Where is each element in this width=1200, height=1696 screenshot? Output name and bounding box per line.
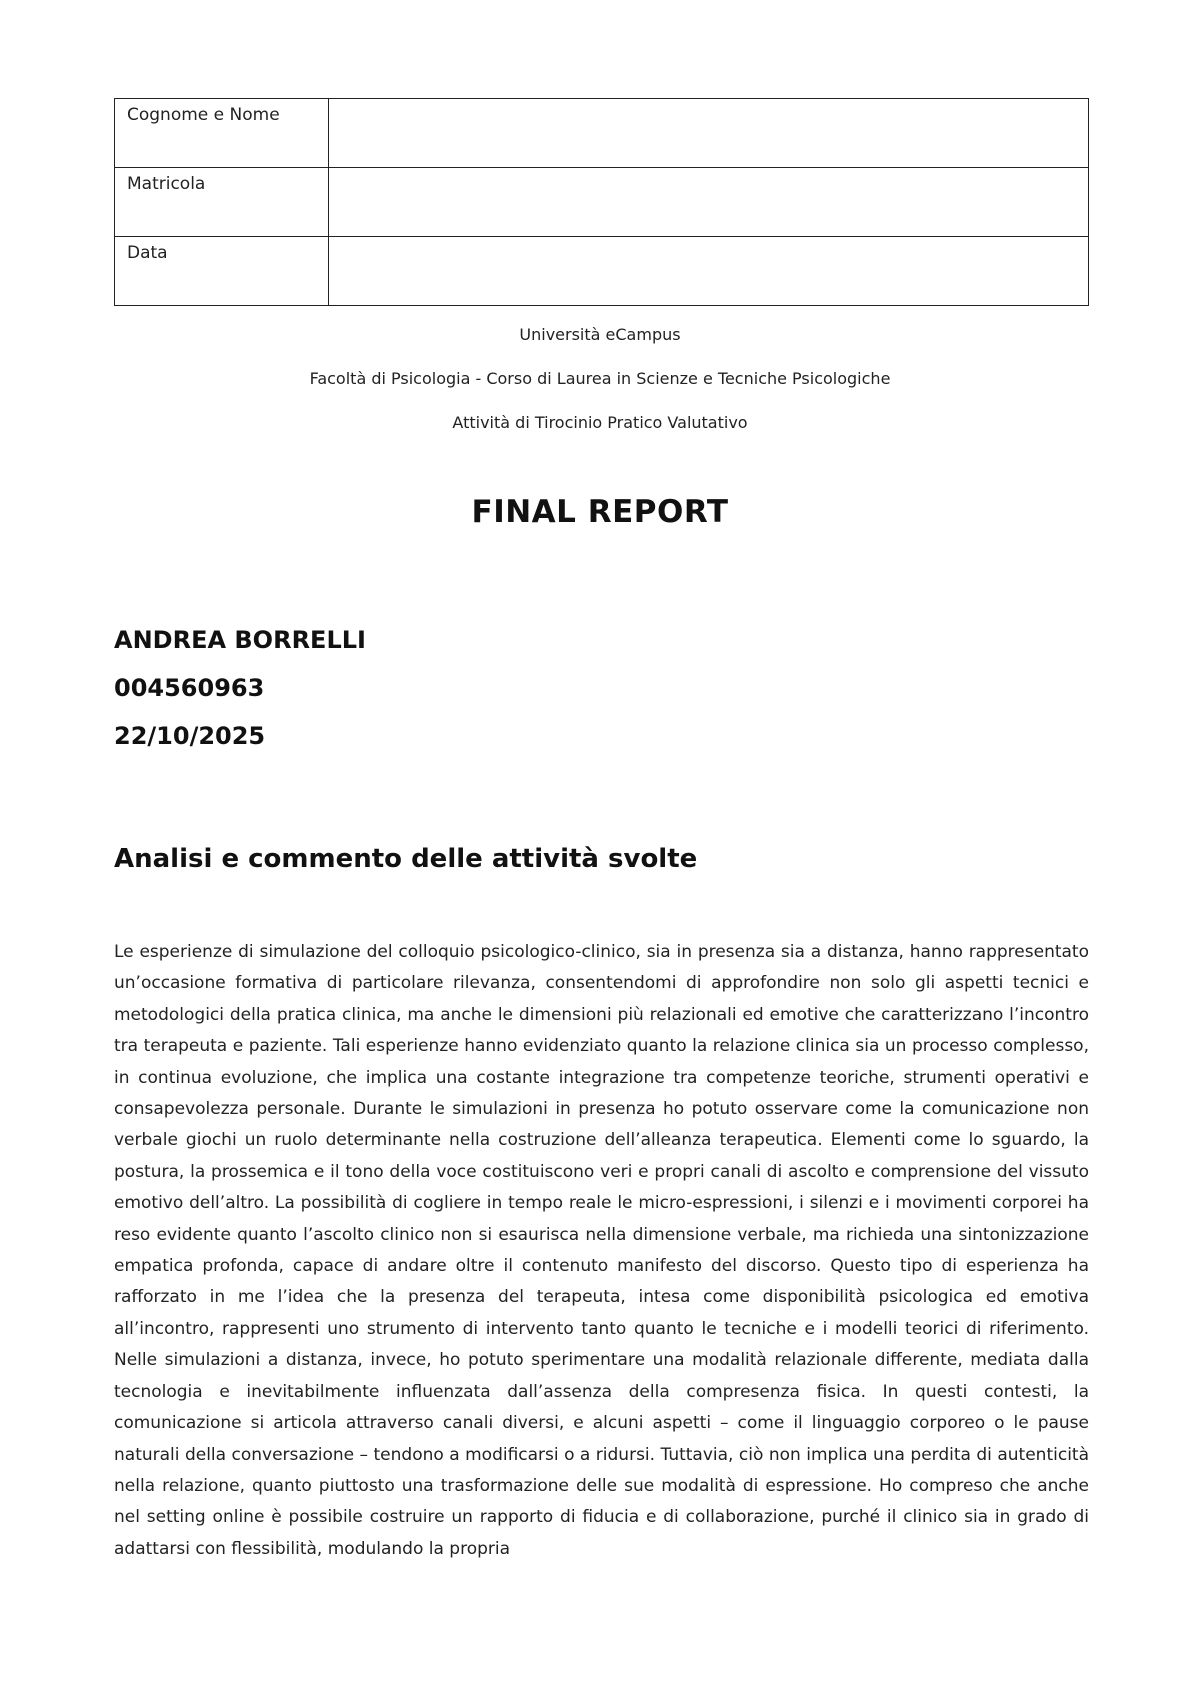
table-row [115,237,1089,306]
table-row [115,99,1089,168]
table-row [115,168,1089,237]
matricola-value [329,168,1089,237]
body-paragraph: Le esperienze di simulazione del colloquio psicologico-clinico, sia in presenza sia a distanza, hanno rappresentato un’occasione formativa di particolare rilevanza, consentendomi di approfondire non solo gli aspetti tecnici e metodologici della pratica clinica, ma anche le dimensioni più relazionali ed emotive che caratterizzano l’incontro tra terapeuta e paziente. Tali esperienze hanno evidenziato quanto la relazione clinica sia un processo complesso, in continua evoluzione, che implica una costante integrazione tra competenze teoriche, strumenti operativi e consapevolezza personale. Durante le simulazioni in presenza ho potuto osservare come la comunicazione non verbale giochi un ruolo determinante nella costruzione dell’alleanza terapeutica. Elementi come lo sguardo, la postura, la prossemica e il tono della voce costituiscono veri e propri canali di ascolto e comprensione del vissuto emotivo dell’altro. La possibilità di cogliere in tempo reale le micro-espressioni, i silenzi e i movimenti corporei ha reso evidente quanto l’ascolto clinico non si esaurisca nella dimensione verbale, ma richieda una sintonizzazione empatica profonda, capace di andare oltre il contenuto manifesto del discorso. Questo tipo di esperienza ha rafforzato in me l’idea che la presenza del terapeuta, intesa come disponibilità psicologica ed emotiva all’incontro, rappresenti uno strumento di intervento tanto quanto le tecniche e i modelli teorici di riferimento. Nelle simulazioni a distanza, invece, ho potuto sperimentare una modalità relazionale differente, mediata dalla tecnologia e inevitabilmente influenzata dall’assenza della compresenza fisica. In questi contesti, la comunicazione si articola attraverso canali diversi, e alcuni aspetti – come il linguaggio corporeo o le pause naturali della conversazione – tendono a modificarsi o a ridursi. Tuttavia, ciò non implica una perdita di autenticità nella relazione, quanto piuttosto una trasformazione delle sue modalità di espressione. Ho compreso che anche nel setting online è possibile costruire un rapporto di fiducia e di collaborazione, purché il clinico sia in grado di adattarsi con flessibilità, modulando la propria [114,942,1089,1559]
activity-name: Attività di Tirocinio Pratico Valutativo [452,413,748,432]
student-name: ANDREA BORRELLI [114,626,366,654]
date-value [329,237,1089,306]
name-label: Cognome e Nome [115,99,329,168]
header-info-table [114,98,1089,306]
faculty-name: Facoltà di Psicologia - Corso di Laurea in Scienze e Tecniche Psicologiche [309,369,891,388]
university-name: Università eCampus [519,325,681,344]
matricola-label: Matricola [115,168,329,237]
date-label: Data [115,237,329,306]
section-heading: Analisi e commento delle attività svolte [114,844,698,874]
student-date: 22/10/2025 [114,722,266,750]
name-value [329,99,1089,168]
report-title: FINAL REPORT [471,494,729,530]
student-id: 004560963 [114,674,265,702]
